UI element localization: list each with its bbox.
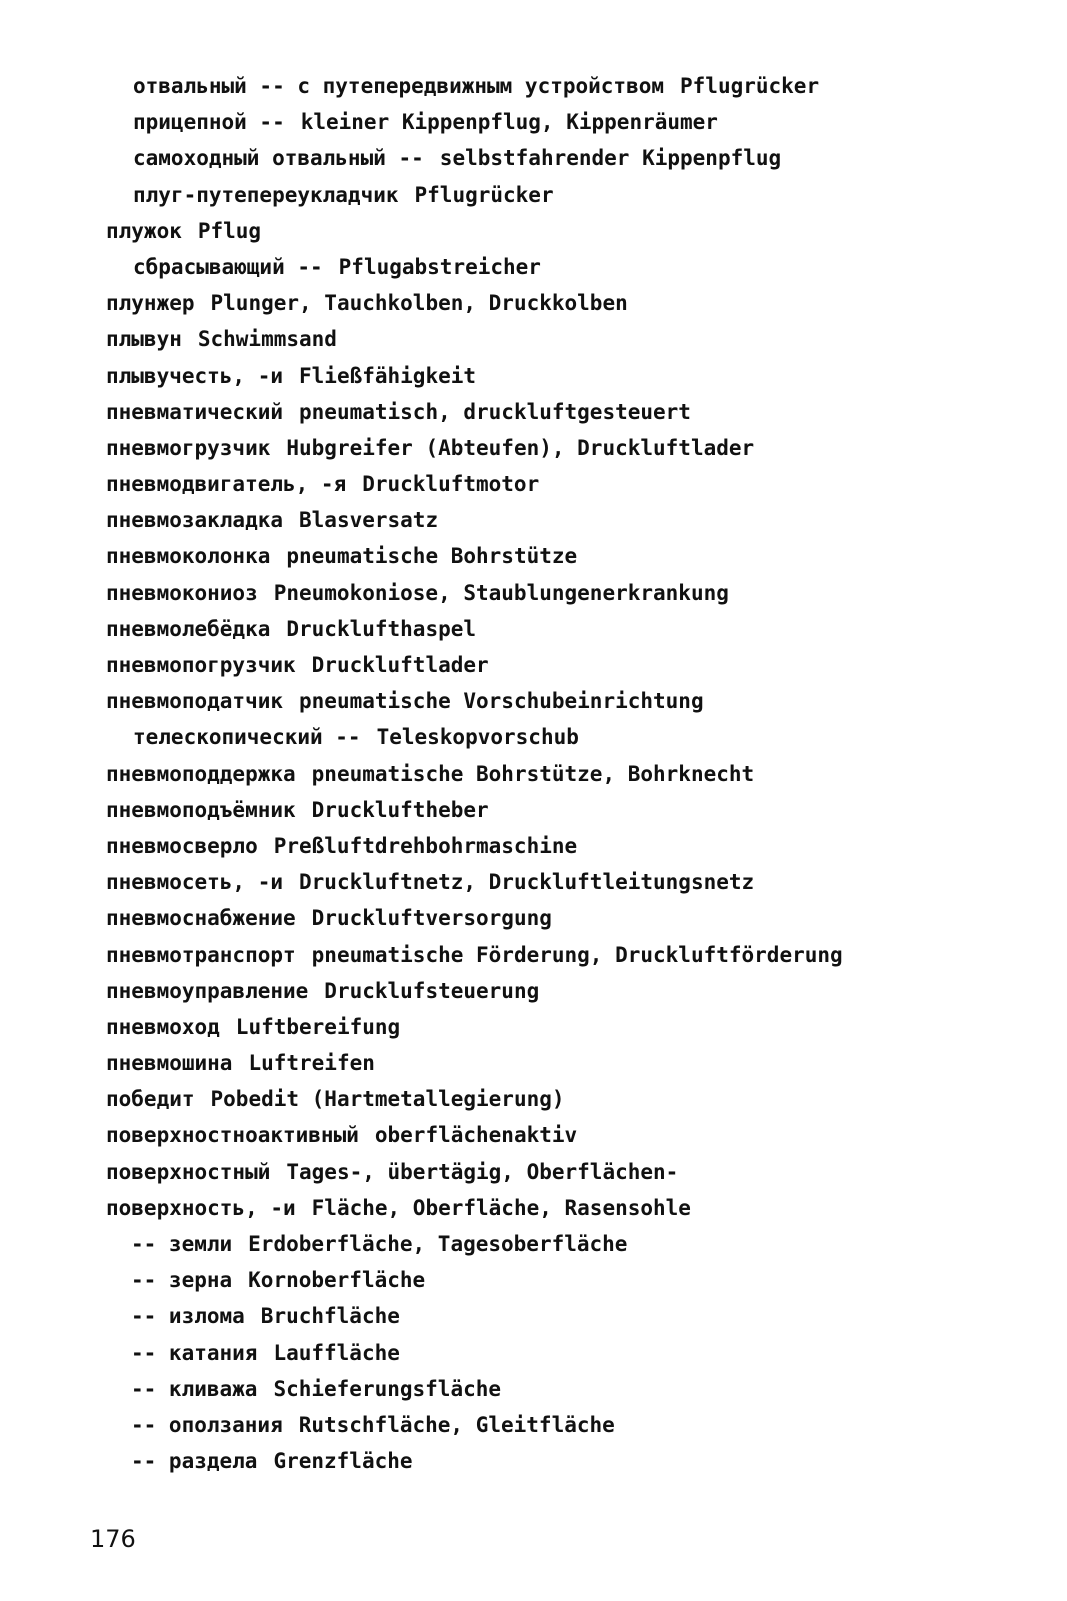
entry-german-translation: Druckluftheber <box>311 797 489 822</box>
entry-russian-term: сбрасывающий -- <box>133 254 323 279</box>
dictionary-entry <box>0 104 1067 140</box>
entry-german-translation: pneumatische Vorschubeinrichtung <box>299 689 704 714</box>
entry-german-translation: Fließfähigkeit <box>299 363 477 388</box>
entry-russian-term: -- зерна <box>131 1268 233 1293</box>
entry-russian-term: пневмокониоз <box>106 580 258 605</box>
entry-german-translation: selbstfahrender Kippenpflug <box>439 146 782 171</box>
entry-russian-term: плывучесть, -и <box>106 363 284 388</box>
dictionary-entry <box>0 1045 1067 1081</box>
dictionary-entry <box>0 249 1067 285</box>
entry-russian-term: пневмосеть, -и <box>106 870 284 895</box>
entry-russian-term: пневмоколонка <box>106 544 271 569</box>
entry-german-translation: pneumatisch, druckluftgesteuert <box>299 399 691 424</box>
entry-list <box>0 68 1067 1479</box>
entry-german-translation: Teleskopvorschub <box>376 725 579 750</box>
entry-russian-term: телескопический -- <box>133 725 361 750</box>
entry-russian-term: плуг-путепереукладчик <box>133 182 399 207</box>
entry-german-translation: Pobedit (Hartmetallegierung) <box>210 1087 565 1112</box>
entry-russian-term: пневмопогрузчик <box>106 653 296 677</box>
entry-russian-term: пневмоподдержка <box>106 761 296 786</box>
dictionary-entry <box>0 321 1067 357</box>
entry-german-translation: pneumatische Bohrstütze <box>286 544 578 569</box>
dictionary-entry <box>0 900 1067 936</box>
entry-german-translation: Drucklufthaspel <box>286 616 477 641</box>
dictionary-entry <box>0 1190 1067 1226</box>
entry-russian-term: плывун <box>106 327 182 352</box>
entry-german-translation: Pflugrücker <box>414 182 554 207</box>
entry-german-translation: Schieferungsfläche <box>273 1376 502 1401</box>
entry-russian-term: пневмоподъёмник <box>106 797 296 822</box>
entry-german-translation: Druckluftversorgung <box>311 906 552 931</box>
entry-russian-term: пневмосверло <box>106 833 258 858</box>
entry-russian-term: прицепной -- <box>133 110 285 135</box>
dictionary-entry <box>0 502 1067 538</box>
page-number: 176 <box>90 1525 136 1553</box>
entry-russian-term: победит <box>106 1087 195 1112</box>
entry-german-translation: Druckluftlader <box>311 653 489 677</box>
dictionary-entry <box>0 647 1067 683</box>
entry-russian-term: пневмошина <box>106 1051 233 1076</box>
entry-russian-term: -- раздела <box>131 1449 258 1474</box>
dictionary-entry <box>0 68 1067 104</box>
dictionary-entry <box>0 1081 1067 1117</box>
dictionary-entry <box>0 1407 1067 1443</box>
dictionary-entry <box>0 1262 1067 1298</box>
entry-russian-term: пневматический <box>106 399 284 424</box>
entry-german-translation: kleiner Kippenpflug, Kippenräumer <box>300 110 718 135</box>
dictionary-entry <box>0 140 1067 176</box>
entry-german-translation: Pneumokoniose, Staublungenerkrankung <box>273 580 729 605</box>
entry-german-translation: Pflugrücker <box>680 74 820 98</box>
entry-russian-term: пневмотранспорт <box>106 942 296 967</box>
dictionary-entry <box>0 756 1067 792</box>
entry-russian-term: пневмоуправление <box>106 978 309 1003</box>
entry-russian-term: -- оползания <box>131 1412 283 1437</box>
dictionary-entry <box>0 1443 1067 1479</box>
entry-russian-term: пневмоподатчик <box>106 689 284 714</box>
entry-russian-term: поверхностноактивный <box>106 1123 359 1148</box>
dictionary-entry <box>0 1009 1067 1045</box>
dictionary-entry <box>0 683 1067 719</box>
dictionary-entry <box>0 177 1067 213</box>
entry-russian-term: самоходный отвальный -- <box>133 146 424 171</box>
entry-german-translation: Pflugabstreicher <box>338 254 541 279</box>
entry-german-translation: Luftbereifung <box>235 1014 401 1039</box>
dictionary-entry <box>0 973 1067 1009</box>
dictionary-entry <box>0 1154 1067 1190</box>
entry-russian-term: пневмозакладка <box>106 508 284 533</box>
entry-german-translation: Druckluftmotor <box>362 472 540 497</box>
entry-german-translation: Schwimmsand <box>197 327 337 352</box>
entry-german-translation: Rutschfläche, Gleitfläche <box>298 1412 615 1437</box>
entry-russian-term: -- излома <box>131 1304 245 1329</box>
dictionary-entry <box>0 213 1067 249</box>
entry-russian-term: пневмодвигатель, -я <box>106 472 347 497</box>
entry-russian-term: поверхность, -и <box>106 1195 296 1220</box>
entry-russian-term: плужок <box>106 218 182 243</box>
entry-russian-term: отвальный -- с путепередвижным устройством <box>133 74 665 98</box>
dictionary-entry <box>0 937 1067 973</box>
entry-russian-term: -- катания <box>131 1340 258 1365</box>
entry-german-translation: Druckluftnetz, Druckluftleitungsnetz <box>299 870 755 895</box>
dictionary-entry <box>0 538 1067 574</box>
entry-russian-term: пневмоснабжение <box>106 906 296 931</box>
dictionary-entry <box>0 358 1067 394</box>
dictionary-entry <box>0 611 1067 647</box>
entry-german-translation: Kornoberfläche <box>248 1268 426 1293</box>
entry-russian-term: поверхностный <box>106 1159 271 1184</box>
dictionary-entry <box>0 430 1067 466</box>
dictionary-entry <box>0 575 1067 611</box>
entry-german-translation: Drucklufsteuerung <box>324 978 540 1003</box>
entry-german-translation: pneumatische Förderung, Druckluftförderung <box>311 942 843 967</box>
entry-german-translation: Tages-, übertägig, Oberflächen- <box>286 1159 679 1184</box>
entry-russian-term: пневмоход <box>106 1014 220 1039</box>
entry-german-translation: Preßluftdrehbohrmaschine <box>273 833 578 858</box>
entry-german-translation: Grenzfläche <box>273 1449 413 1474</box>
entry-german-translation: pneumatische Bohrstütze, Bohrknecht <box>311 761 755 786</box>
dictionary-entry <box>0 1298 1067 1334</box>
entry-russian-term: плунжер <box>106 291 195 316</box>
entry-german-translation: Erdoberfläche, Tagesoberfläche <box>248 1232 628 1256</box>
dictionary-entry <box>0 828 1067 864</box>
entry-german-translation: Lauffläche <box>273 1340 400 1365</box>
entry-german-translation: Plunger, Tauchkolben, Druckkolben <box>210 291 628 316</box>
entry-russian-term: пневмогрузчик <box>106 435 271 460</box>
entry-german-translation: Hubgreifer (Abteufen), Druckluftlader <box>286 435 755 460</box>
dictionary-entry <box>0 1371 1067 1407</box>
entry-russian-term: пневмолебёдка <box>106 616 271 641</box>
entry-german-translation: Pflug <box>197 218 262 243</box>
dictionary-entry <box>0 864 1067 900</box>
entry-german-translation: Bruchfläche <box>260 1304 400 1329</box>
dictionary-entry <box>0 1335 1067 1371</box>
dictionary-entry <box>0 1226 1067 1262</box>
entry-german-translation: oberflächenaktiv <box>374 1123 578 1148</box>
entry-german-translation: Blasversatz <box>299 508 439 533</box>
entry-german-translation: Luftreifen <box>248 1051 375 1076</box>
dictionary-entry <box>0 466 1067 502</box>
entry-russian-term: -- кливажа <box>131 1376 258 1401</box>
entry-russian-term: -- земли <box>131 1232 233 1256</box>
entry-german-translation: Fläche, Oberfläche, Rasensohle <box>311 1195 691 1220</box>
dictionary-entry <box>0 792 1067 828</box>
dictionary-entry <box>0 1117 1067 1153</box>
dictionary-entry <box>0 719 1067 755</box>
dictionary-entry <box>0 285 1067 321</box>
dictionary-entry <box>0 394 1067 430</box>
